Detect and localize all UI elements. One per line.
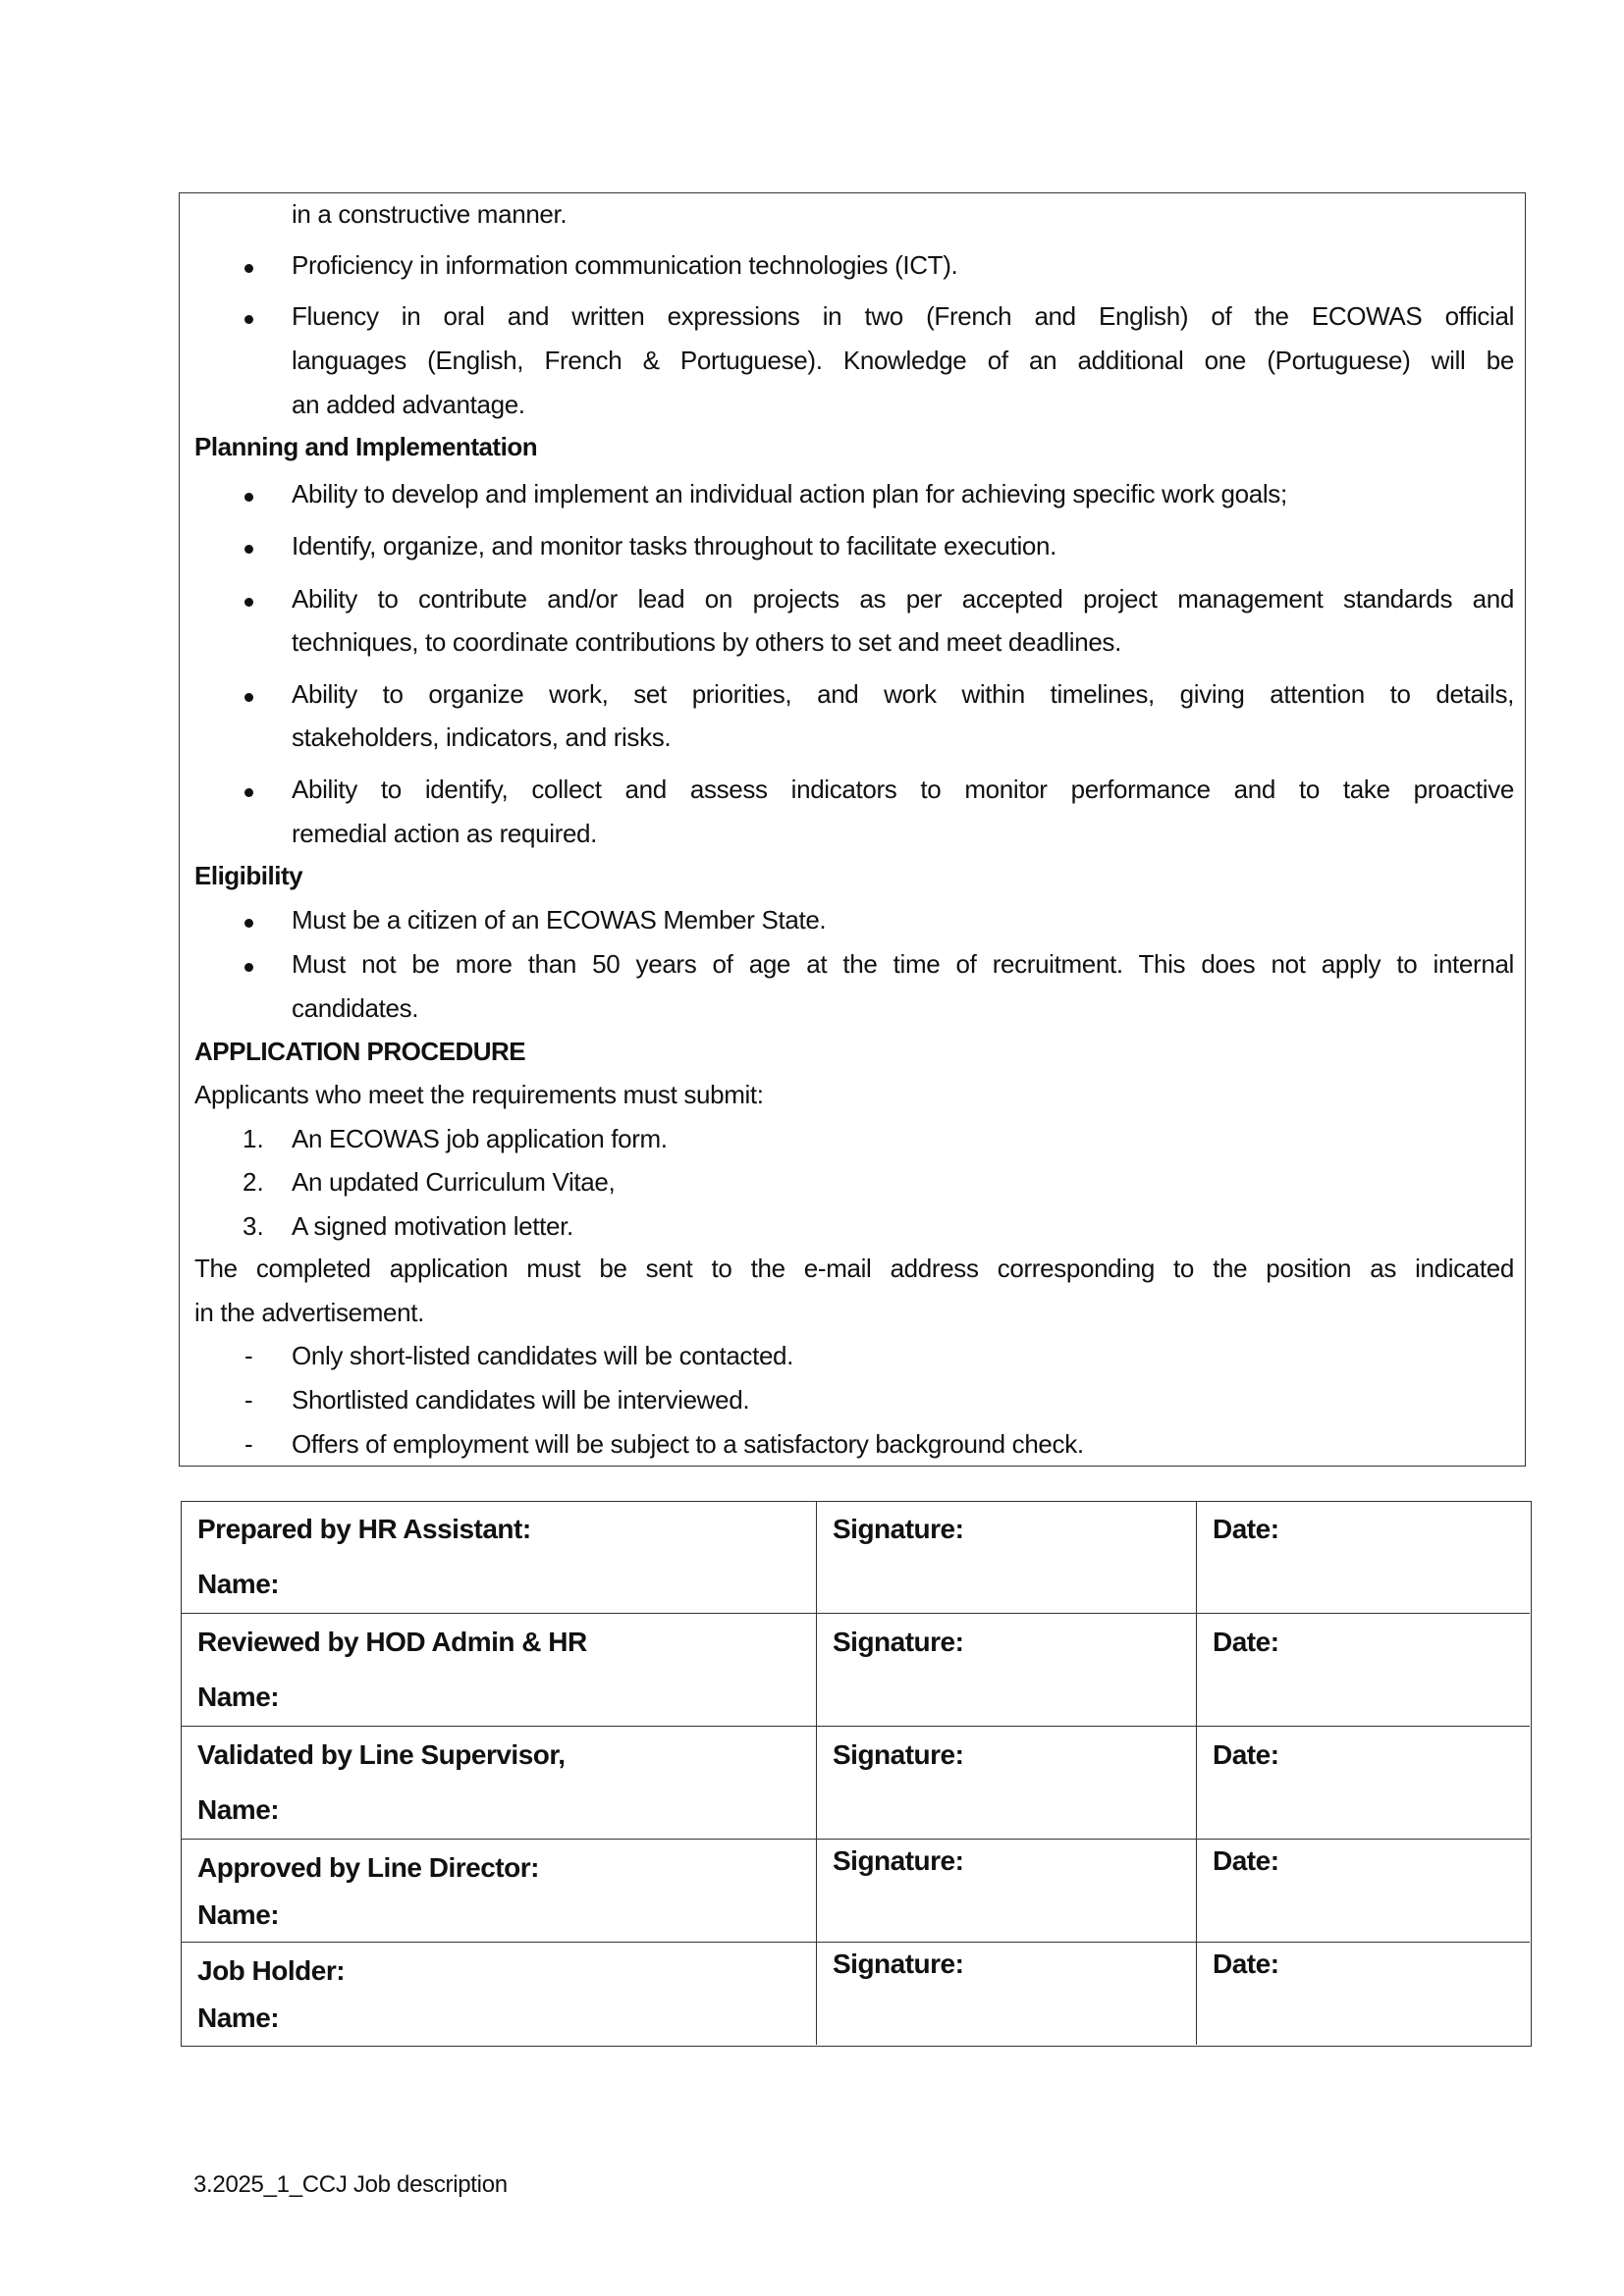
skills-bullet-text: an added advantage. [292,390,525,419]
list-number: 2. [243,1167,264,1197]
eligibility-bullet-text: Must be a citizen of an ECOWAS Member State. [292,905,827,934]
bullet-icon [244,493,253,502]
role-label: Reviewed by HOD Admin & HR [197,1627,587,1657]
signature-label: Signature: [833,1514,964,1544]
role-label: Job Holder: [197,1955,346,1986]
footer-document-ref: 3.2025_1_CCJ Job description [193,2171,508,2198]
bullet-icon [244,963,253,972]
dash-marker-icon: - [244,1429,253,1459]
bullet-icon [244,545,253,554]
signature-label: Signature: [833,1627,964,1657]
numbered-item-text: An updated Curriculum Vitae, [292,1167,616,1197]
role-label: Prepared by HR Assistant: [197,1514,531,1544]
numbered-item-text: An ECOWAS job application form. [292,1124,668,1153]
signature-label: Signature: [833,1739,964,1770]
application-intro: Applicants who meet the requirements must submit: [194,1080,764,1109]
skills-bullet-text: languages (English, French & Portuguese). Knowledge of an additional one (Portuguese) will be [292,346,1514,375]
submission-text: in the advertisement. [194,1298,425,1327]
role-label: Approved by Line Director: [197,1852,539,1883]
row-divider [182,1726,1530,1727]
planning-bullet-text: Identify, organize, and monitor tasks throughout to facilitate execution. [292,531,1056,561]
skills-bullet-text: Fluency in oral and written expressions in two (French and English) of the ECOWAS official [292,301,1514,331]
bullet-icon [244,315,253,324]
name-label: Name: [197,2002,280,2033]
dash-marker-icon: - [244,1385,253,1415]
date-label: Date: [1213,1514,1279,1544]
bullet-icon [244,919,253,928]
name-label: Name: [197,1682,280,1712]
bullet-icon [244,598,253,607]
skills-bullet-text: Proficiency in information communication technologies (ICT). [292,250,958,280]
signature-label: Signature: [833,1949,964,1979]
eligibility-bullet-text: Must not be more than 50 years of age at the time of recruitment. This does not apply to internal [292,949,1514,979]
planning-bullet-text: Ability to contribute and/or lead on projects as per accepted project management standards and [292,584,1514,614]
planning-bullet-text: techniques, to coordinate contributions by others to set and meet deadlines. [292,627,1121,657]
planning-bullet-text: Ability to develop and implement an individual action plan for achieving specific work goals; [292,479,1287,508]
section-heading-planning: Planning and Implementation [194,432,538,461]
list-number: 1. [243,1124,264,1153]
date-label: Date: [1213,1627,1279,1657]
date-label: Date: [1213,1845,1279,1876]
section-heading-eligibility: Eligibility [194,861,303,890]
note-text: Only short-listed candidates will be contacted. [292,1341,794,1370]
list-number: 3. [243,1211,264,1241]
planning-bullet-text: Ability to organize work, set priorities, and work within timelines, giving attention to details, [292,679,1514,709]
submission-text: The completed application must be sent to the e-mail address corresponding to the position as indicated [194,1254,1514,1283]
column-divider [1196,1502,1197,2045]
row-divider [182,1942,1530,1943]
eligibility-bullet-text: candidates. [292,993,419,1023]
dash-marker-icon: - [244,1341,253,1370]
role-label: Validated by Line Supervisor, [197,1739,566,1770]
planning-bullet-text: remedial action as required. [292,819,598,848]
planning-bullet-text: stakeholders, indicators, and risks. [292,722,672,752]
signature-label: Signature: [833,1845,964,1876]
planning-bullet-text: Ability to identify, collect and assess indicators to monitor performance and to take proactive [292,774,1514,804]
row-divider [182,1839,1530,1840]
note-text: Shortlisted candidates will be interviewed. [292,1385,750,1415]
section-heading-application: APPLICATION PROCEDURE [194,1037,526,1066]
bullet-icon [244,264,253,273]
numbered-item-text: A signed motivation letter. [292,1211,573,1241]
name-label: Name: [197,1794,280,1825]
note-text: Offers of employment will be subject to a satisfactory background check. [292,1429,1084,1459]
continuation-text: in a constructive manner. [292,199,568,229]
name-label: Name: [197,1569,280,1599]
bullet-icon [244,693,253,702]
bullet-icon [244,788,253,797]
signoff-table [181,1501,1532,2047]
name-label: Name: [197,1899,280,1930]
row-divider [182,1613,1530,1614]
date-label: Date: [1213,1739,1279,1770]
column-divider [816,1502,817,2045]
date-label: Date: [1213,1949,1279,1979]
